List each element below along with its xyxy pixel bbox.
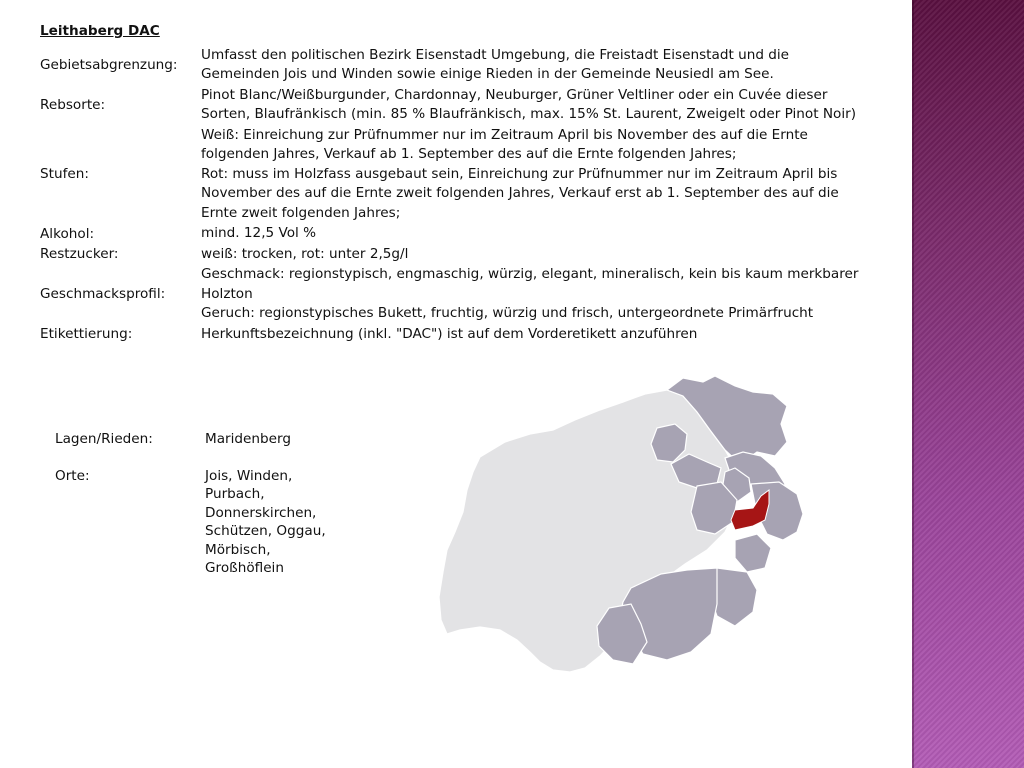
orte-label: Orte: <box>55 467 90 484</box>
row-restzucker <box>40 245 890 266</box>
row-key: Geschmacksprofil: <box>40 286 166 302</box>
row-key: Stufen: <box>40 166 89 182</box>
row-geschmacksprofil <box>40 265 890 325</box>
row-value <box>201 265 890 325</box>
row-gebietsabgrenzung <box>40 46 890 86</box>
row-etikettierung <box>40 325 890 346</box>
lagen-label: Lagen/Rieden: <box>55 431 153 447</box>
slide-title: Leithaberg DAC <box>40 23 160 39</box>
row-line: Holzton <box>201 285 253 302</box>
row-key: Rebsorte: <box>40 96 106 113</box>
row-stufen <box>40 126 890 225</box>
row-key: Alkohol: <box>40 225 95 242</box>
row-key: Restzucker: <box>40 246 119 262</box>
orte-list <box>205 467 326 578</box>
info-table <box>40 22 890 345</box>
row-value <box>201 46 890 86</box>
row-key: Gebietsabgrenzung: <box>40 56 178 73</box>
orte-item: Purbach, <box>205 486 265 502</box>
row-line: Weiß: Einreichung zur Prüfnummer nur im Zeitraum April bis November des auf die Ernte <box>201 126 808 143</box>
orte-item: Mörbisch, <box>205 541 271 558</box>
row-value <box>201 325 890 346</box>
row-line: folgenden Jahres, Verkauf ab 1. September des auf die Ernte folgenden Jahres; <box>201 146 737 162</box>
row-line: Geschmack: regionstypisch, engmaschig, würzig, elegant, mineralisch, kein bis kaum merkbarer <box>201 266 859 282</box>
row-rebsorte <box>40 86 890 126</box>
row-key: Etikettierung: <box>40 326 133 342</box>
row-line: Pinot Blanc/Weißburgunder, Chardonnay, Neuburger, Grüner Veltliner oder ein Cuvée dieser <box>201 86 828 103</box>
row-line: November des auf die Ernte zweit folgenden Jahres, Verkauf erst ab 1. September des auf die <box>201 185 839 201</box>
orte-item: Schützen, Oggau, <box>205 523 326 539</box>
orte-item: Jois, Winden, <box>205 467 293 484</box>
row-value <box>201 86 890 126</box>
row-line: mind. 12,5 Vol % <box>201 225 317 241</box>
title-row <box>40 22 890 46</box>
row-line: Rot: muss im Holzfass ausgebaut sein, Einreichung zur Prüfnummer nur im Zeitraum April bis <box>201 165 838 182</box>
row-line: Geruch: regionstypisches Bukett, fruchtig, würzig und frisch, untergeordnete Primärfrucht <box>201 305 814 321</box>
row-line: Ernte zweit folgenden Jahres; <box>201 204 401 221</box>
mittelburgenland-region <box>735 534 771 572</box>
orte-item: Großhöflein <box>205 560 284 576</box>
row-line: Gemeinden Jois und Winden sowie einige Rieden in der Gemeinde Neusiedl am See. <box>201 66 774 82</box>
lagen-value: Maridenberg <box>205 431 292 447</box>
row-alkohol <box>40 224 890 245</box>
row-value <box>201 126 890 225</box>
orte-item: Donnerskirchen, <box>205 504 317 521</box>
row-line: Sorten, Blaufränkisch (min. 85 % Blaufränkisch, max. 15% St. Laurent, Zweigelt oder Pinot Noir) <box>201 106 857 122</box>
decorative-side-band <box>912 0 1024 768</box>
row-value <box>201 224 890 245</box>
row-line: weiß: trocken, rot: unter 2,5g/l <box>201 245 409 262</box>
row-value <box>201 245 890 266</box>
row-line: Umfasst den politischen Bezirk Eisenstadt Umgebung, die Freistadt Eisenstadt und die <box>201 46 790 63</box>
row-line: Herkunftsbezeichnung (inkl. "DAC") ist auf dem Vorderetikett anzuführen <box>201 325 698 342</box>
austria-wine-map <box>435 372 810 677</box>
